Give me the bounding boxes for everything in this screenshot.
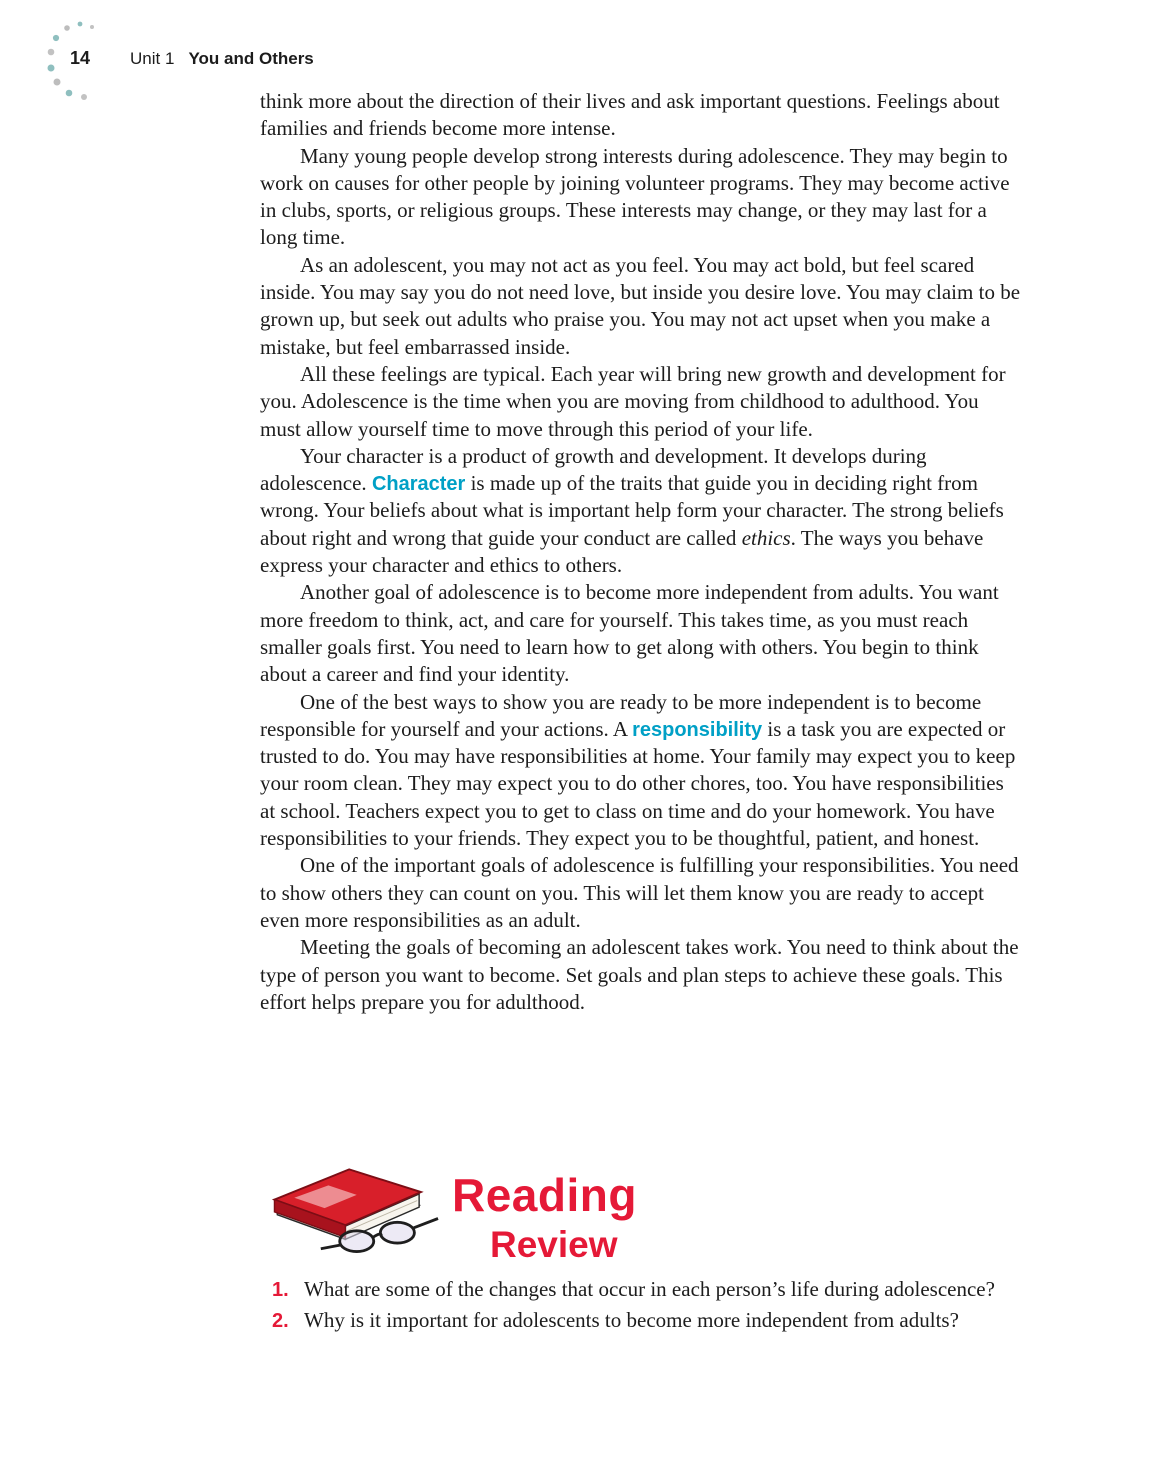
paragraph [260,852,1024,934]
paragraph [260,934,1024,1016]
question-number: 1. [272,1279,289,1301]
text-run: One of the best ways to show you are ready to be more independent is to become responsible for yourself and your actions. A [260,689,982,741]
text-run: . The ways you behave express your character and ethics to others. [260,525,984,578]
text-run: is a task you are expected or trusted to do. You may have responsibilities at home. Your family may expect you to keep your room clean. They may expect you to do other chores, too. You have responsibilities at school. Teachers expect you to get to class on time and do your homework. You have responsibilities to your friends. They expect you to be thoughtful, patient, and honest. [260,716,1016,851]
reading-review-title [452,1169,637,1265]
question-item [272,1307,1024,1334]
italic-term: ethics [741,525,791,550]
text-run: Another goal of adolescence is to become more independent from adults. You want more freedom to think, act, and care for yourself. This takes time, as you must reach smaller goals first. You need to learn how to get along with others. You begin to think about a career and find your identity. [260,580,999,687]
page-number: 14 [70,48,91,68]
reading-review-title-line1: Reading [452,1169,637,1221]
paragraph [260,252,1024,361]
text-run: One of the important goals of adolescence is fulfilling your responsibilities. You need to show others they can count on you. This will let them know you are ready to accept even more responsibilities as an adult. [260,853,1019,932]
book-with-glasses-icon [262,1158,442,1262]
text-run: All these feelings are typical. Each year will bring new growth and development for you. Adolescence is the time when you are moving from childhood to adulthood. You must allow yourself time to move through this period of your life. [260,361,1006,441]
text-run: Meeting the goals of becoming an adolescent takes work. You need to think about the type of person you want to become. Set goals and plan steps to achieve these goals. This effort helps prepare you for adulthood. [260,935,1019,1014]
question-item [272,1276,1024,1303]
reading-review-heading [262,1158,637,1263]
reading-review-title-line2: Review [490,1224,618,1265]
question-text: What are some of the changes that occur in each person’s life during adolescence? [304,1277,995,1301]
unit-title: You and Others [188,49,314,68]
text-run: As an adolescent, you may not act as you feel. You may act bold, but feel scared inside. You may say you do not need love, but inside you desire love. You may claim to be grown up, but seek out adults who praise you. You may not act upset when you make a mistake, but feel embarrassed inside. [260,252,1021,359]
vocab-term: responsibility [632,718,763,741]
review-questions [272,1276,1024,1339]
unit-label: Unit 1 [130,49,175,68]
question-text: Why is it important for adolescents to become more independent from adults? [304,1308,959,1333]
paragraph [260,88,1024,143]
text-run: Your character is a product of growth and development. It develops during adolescence. [260,443,927,496]
vocab-term: Character [371,473,466,496]
paragraph [260,443,1024,579]
text-run: Many young people develop strong interests during adolescence. They may begin to work on causes for other people by joining volunteer programs. They may become active in clubs, sports, or religious groups. These interests may change, or they may last for a long time. [260,143,1010,250]
paragraph [260,143,1024,252]
paragraph [260,579,1024,688]
text-run: think more about the direction of their lives and ask important questions. Feelings about families and friends become more intense. [260,89,1000,141]
paragraph [260,689,1024,853]
text-run: is made up of the traits that guide you in deciding right from wrong. Your beliefs about what is important help form your character. The strong beliefs about right and wrong that guide your conduct are called [260,471,1004,550]
paragraph [260,361,1024,443]
page-header [70,48,314,69]
question-number: 2. [272,1310,289,1333]
body-text [260,88,1024,1016]
